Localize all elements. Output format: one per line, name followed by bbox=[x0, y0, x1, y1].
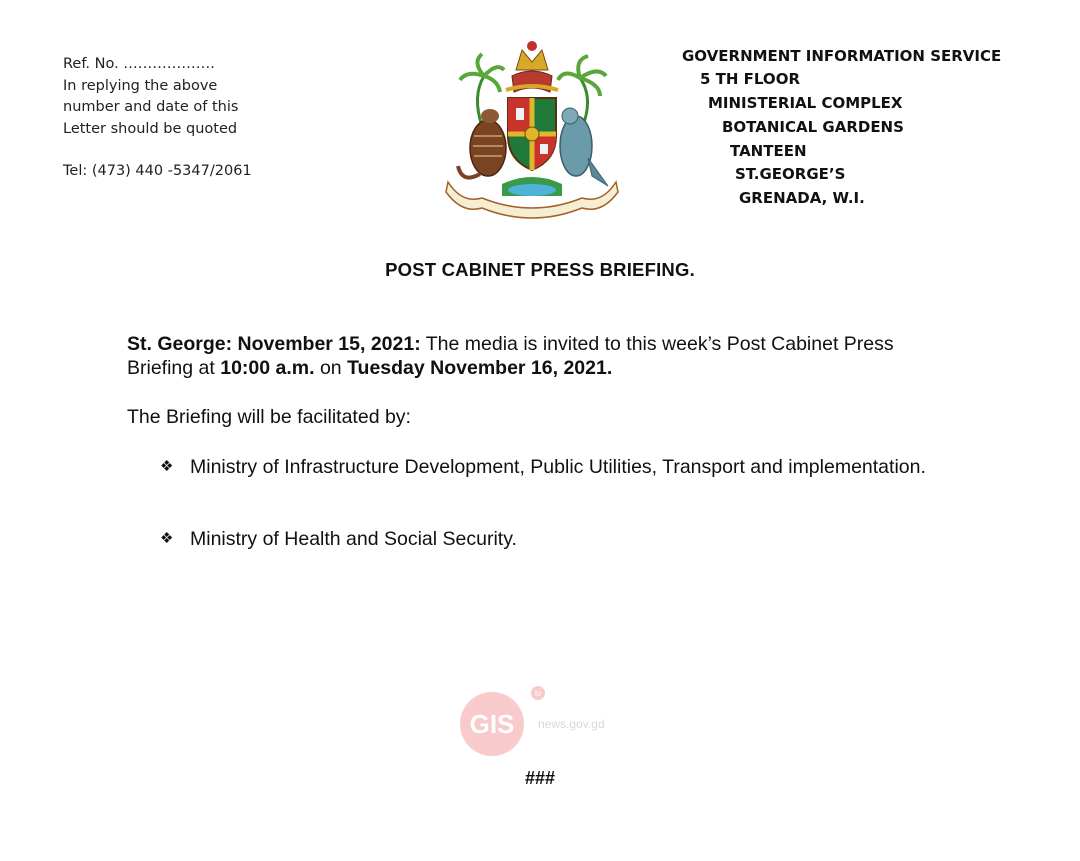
reference-block bbox=[63, 54, 252, 183]
facilitated-text: The Briefing will be facilitated by: bbox=[127, 406, 411, 428]
telephone: Tel: (473) 440 -5347/2061 bbox=[63, 163, 252, 179]
watermark-logo-sup: tv bbox=[534, 689, 542, 698]
ref-number: Ref. No. ………………. bbox=[63, 56, 215, 72]
coat-of-arms-logo bbox=[442, 36, 622, 220]
ref-line: Letter should be quoted bbox=[63, 120, 238, 137]
bullet-text: Ministry of Health and Social Security. bbox=[190, 528, 517, 550]
lead-paragraph bbox=[127, 332, 957, 380]
bullet-diamond-icon: ❖ bbox=[160, 458, 174, 475]
address-line-agency: GOVERNMENT INFORMATION SERVICE bbox=[682, 47, 1002, 65]
address-line-city: ST.GEORGE’S bbox=[735, 165, 846, 183]
briefing-date: Tuesday November 16, 2021. bbox=[347, 357, 613, 379]
address-line-gardens: BOTANICAL GARDENS bbox=[722, 118, 904, 136]
address-line-district: TANTEEN bbox=[730, 142, 807, 160]
list-item bbox=[160, 455, 957, 479]
gis-watermark-logo bbox=[458, 684, 618, 764]
ref-line: In replying the above bbox=[63, 77, 218, 94]
ref-line: number and date of this bbox=[63, 99, 239, 115]
watermark-logo-text: GIS bbox=[469, 709, 515, 739]
lead-text: on bbox=[314, 357, 348, 379]
document-title: POST CABINET PRESS BRIEFING. bbox=[385, 259, 695, 280]
bullet-text: Ministry of Infrastructure Development, Public Utilities, Transport and implementation. bbox=[190, 456, 926, 478]
address-line-complex: MINISTERIAL COMPLEX bbox=[708, 94, 903, 112]
end-mark: ### bbox=[524, 768, 556, 788]
briefing-time: 10:00 a.m. bbox=[220, 357, 315, 379]
address-line-country: GRENADA, W.I. bbox=[739, 189, 865, 207]
place-date: St. George: November 15, 2021: bbox=[127, 333, 421, 355]
bullet-diamond-icon: ❖ bbox=[160, 530, 174, 547]
address-line-floor: 5 TH FLOOR bbox=[700, 70, 800, 88]
list-item bbox=[160, 527, 957, 551]
watermark-site: news.gov.gd bbox=[538, 717, 605, 731]
lead-text: The media is invited to this week’s Post Cabinet Press Briefing at bbox=[127, 333, 894, 379]
